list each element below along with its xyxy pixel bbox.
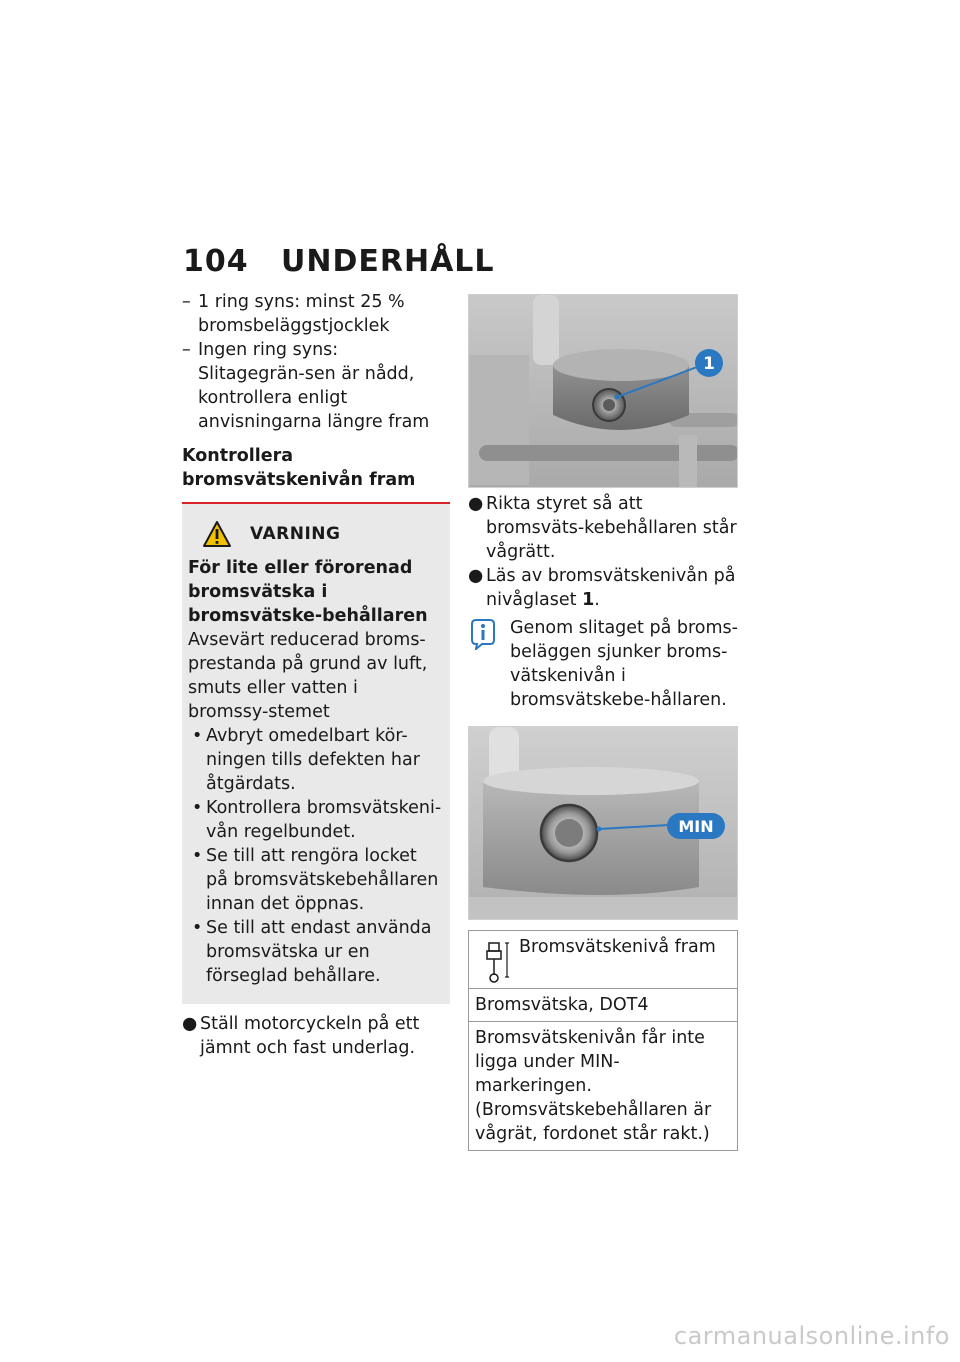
brake-reservoir-min-image xyxy=(469,727,738,920)
spec-title: Bromsvätskenivå fram xyxy=(519,937,716,957)
page-header xyxy=(183,244,495,284)
list-item: – Ingen ring syns: Slitagegrän-sen är nådd, kontrollera enligt anvisningarna längre fram xyxy=(182,340,430,432)
warning-triangle-icon xyxy=(202,520,232,548)
section-title: UNDERHÅLL xyxy=(281,244,495,279)
left-column xyxy=(182,290,450,1060)
reservoir-photo xyxy=(468,294,738,488)
info-text: Genom slitaget på broms-beläggen sjunker broms-vätskenivån i bromsvätskebe-hållaren. xyxy=(510,618,738,710)
list-item: ● Rikta styret så att bromsväts-kebehållaren står vågrätt. xyxy=(468,494,737,562)
warning-text: Avsevärt reducerad broms-prestanda på grund av luft, smuts eller vatten i bromssy-stemet xyxy=(188,630,428,722)
warning-label: VARNING xyxy=(250,524,341,544)
info-note xyxy=(468,616,738,712)
list-item: – 1 ring syns: minst 25 % bromsbeläggstjocklek xyxy=(182,292,405,336)
list-item: • Se till att endast använda bromsvätska ur en förseglad behållare. xyxy=(192,918,432,986)
warning-box xyxy=(182,504,450,1004)
watermark: carmanualsonline.info xyxy=(673,1322,950,1350)
callout-min: MIN xyxy=(678,817,714,836)
list-item: • Kontrollera bromsvätskeni-vån regelbundet. xyxy=(192,798,442,842)
info-icon xyxy=(468,616,498,650)
list-item: ● Läs av bromsvätskenivån på nivåglaset 1. xyxy=(468,566,736,610)
warning-title: För lite eller förorenad bromsvätska i bromsvätske-behållaren xyxy=(188,558,428,626)
subheading: Kontrollera bromsvätskenivån fram xyxy=(182,446,416,490)
list-item: • Avbryt omedelbart kör-ningen tills defekten har åtgärdats. xyxy=(192,726,420,794)
spec-table xyxy=(468,930,738,1151)
spec-header-row xyxy=(469,931,737,989)
page-number: 104 xyxy=(183,244,249,279)
callout-1: 1 xyxy=(703,354,715,374)
reservoir-min-photo xyxy=(468,726,738,920)
list-item: • Se till att rengöra locket på bromsvätskebehållaren innan det öppnas. xyxy=(192,846,439,914)
spec-note-row: Bromsvätskenivån får inte ligga under MIN-markeringen. (Bromsvätskebehållaren är vågrät, fordonet står rakt.) xyxy=(475,1028,712,1144)
right-column xyxy=(468,294,738,1151)
brake-reservoir-image xyxy=(469,295,738,488)
list-item: ● Ställ motorcyckeln på ett jämnt och fast underlag. xyxy=(182,1014,420,1058)
spec-fluid-row: Bromsvätska, DOT4 xyxy=(469,989,737,1022)
